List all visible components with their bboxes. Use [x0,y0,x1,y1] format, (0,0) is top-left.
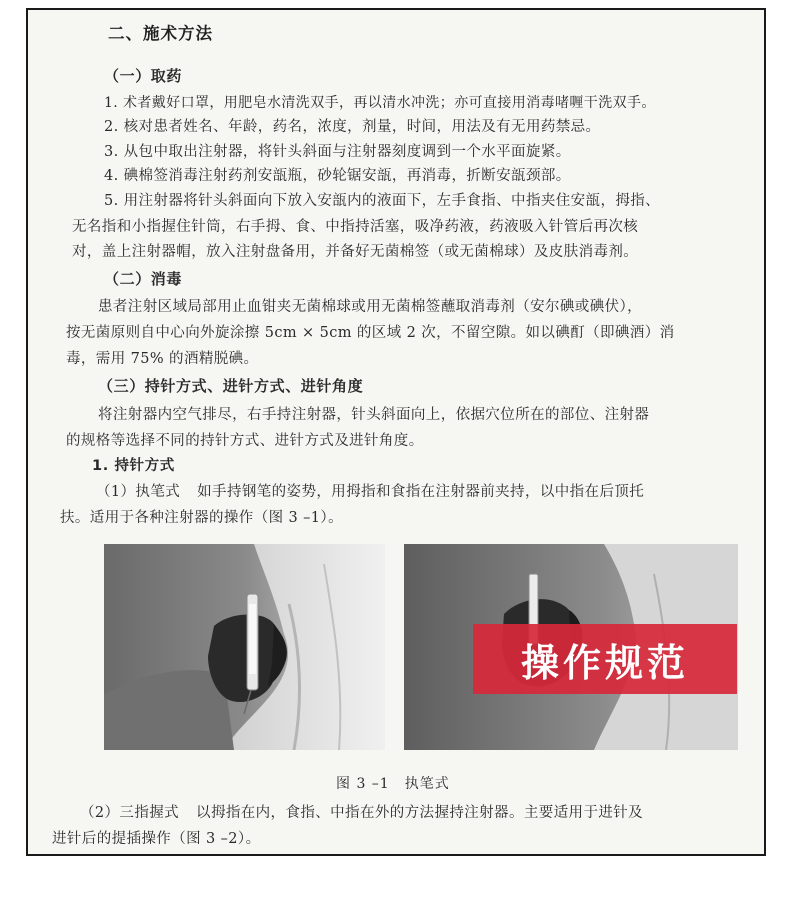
sub3-line-2: 的规格等选择不同的持针方式、进针方式及进针角度。 [66,433,424,449]
sub2-title: （二）消毒 [104,270,183,288]
point1-title: 1. 持针方式 [92,458,175,474]
sub1-item-5-cont-1: 无名指和小指握住针筒，右手拇、食、中指持活塞，吸净药液，药液吸入针管后再次核 [72,219,639,235]
sub2-line-1: 患者注射区域局部用止血钳夹无菌棉球或用无菌棉签蘸取消毒剂（安尔碘或碘伏）， [98,299,643,315]
pen-grip-text-2: 扶。适用于各种注射器的操作（图 3 –1）。 [60,510,343,526]
sub3-line-1: 将注射器内空气排尽，右手持注射器，针头斜面向上，依据穴位所在的部位、注射器 [98,407,650,423]
sub1-item-4: 4. 碘棉签消毒注射药剂安瓿瓶，砂轮锯安瓿，再消毒，折断安瓿颈部。 [104,168,571,184]
three-finger-para [80,803,643,823]
pen-grip-label: （1）执笔式 [96,484,181,500]
three-finger-label: （2）三指握式 [80,805,180,821]
sub3-title: （三）持针方式、进针方式、进针角度 [98,377,364,395]
sub1-item-5-cont-2: 对，盖上注射器帽，放入注射盘备用，并备好无菌棉签（或无菌棉球）及皮肤消毒剂。 [72,244,639,260]
three-finger-text: 以拇指在内，食指、中指在外的方法握持注射器。主要适用于进针及 [196,805,644,821]
watermark-stamp: 操作规范 [473,624,737,694]
sub1-item-3: 3. 从包中取出注射器，将针头斜面与注射器刻度调到一个水平面旋紧。 [104,144,571,160]
three-finger-text-2: 进针后的提插操作（图 3 –2）。 [52,831,261,847]
sub1-title: （一）取药 [104,67,183,85]
figure-caption: 图 3 –1 执笔式 [336,776,450,792]
sub1-item-5: 5. 用注射器将针头斜面向下放入安瓿内的液面下，左手食指、中指夹住安瓿，拇指、 [104,193,661,209]
pen-grip-para [96,482,644,502]
photo-pen-grip-left [104,544,385,750]
section-title: 二、施术方法 [108,24,213,43]
sub2-line-2: 按无菌原则自中心向外旋涂擦 5cm × 5cm 的区域 2 次，不留空隙。如以碘酊（即碘酒）消 [66,325,675,341]
pen-grip-text: 如手持钢笔的姿势，用拇指和食指在注射器前夹持，以中指在后顶托 [197,484,645,500]
sub2-line-3: 毒，需用 75% 的酒精脱碘。 [66,351,259,367]
sub1-item-2: 2. 核对患者姓名、年龄，药名，浓度，剂量，时间，用法及有无用药禁忌。 [104,119,601,135]
sub1-item-1: 1. 术者戴好口罩，用肥皂水清洗双手，再以清水冲洗；亦可直接用消毒啫喱干洗双手。 [104,95,656,111]
